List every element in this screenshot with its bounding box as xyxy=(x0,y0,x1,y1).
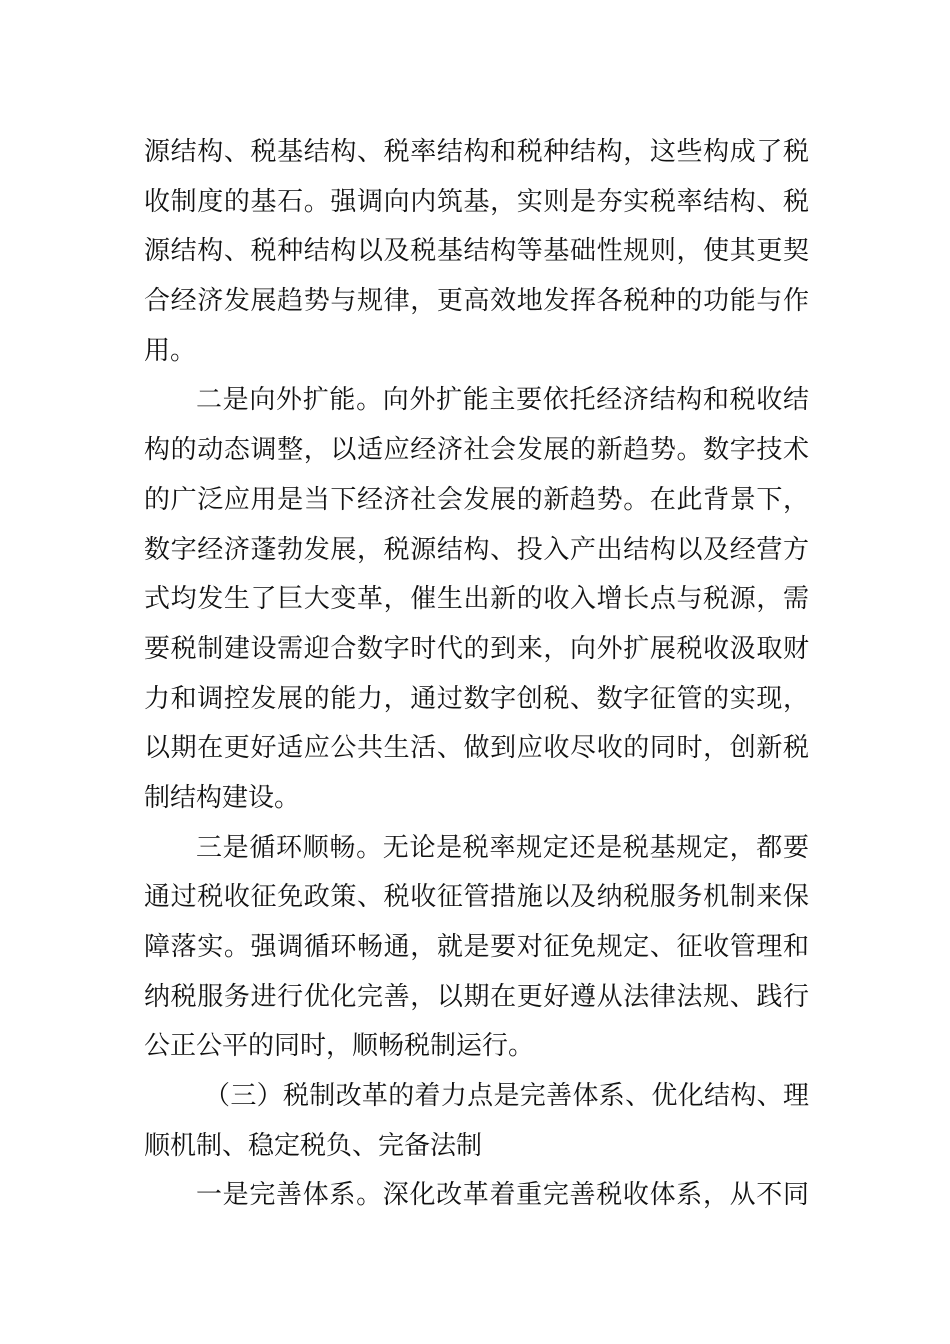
text-line: 用。 xyxy=(144,335,197,366)
text-line: 纳税服务进行优化完善，以期在更好遵从法律法规、践行 xyxy=(144,981,809,1012)
paragraph-start-line: 三是循环顺畅。无论是税率规定还是税基规定，都要 xyxy=(196,832,809,863)
text-line: 制结构建设。 xyxy=(144,782,301,813)
text-line: 合经济发展趋势与规律，更高效地发挥各税种的功能与作 xyxy=(144,286,809,317)
text-line: 力和调控发展的能力，通过数字创税、数字征管的实现， xyxy=(144,683,809,714)
text-line: 障落实。强调循环畅通，就是要对征免规定、征收管理和 xyxy=(144,932,809,962)
text-line: 数字经济蓬勃发展，税源结构、投入产出结构以及经营方 xyxy=(144,534,809,565)
text-line: 通过税收征免政策、税收征管措施以及纳税服务机制来保 xyxy=(144,882,809,913)
text-line: 的广泛应用是当下经济社会发展的新趋势。在此背景下， xyxy=(144,484,809,515)
paragraph-start-line: 二是向外扩能。向外扩能主要依托经济结构和税收结 xyxy=(196,385,809,416)
text-line: 源结构、税种结构以及税基结构等基础性规则，使其更契 xyxy=(144,236,809,267)
text-line: 构的动态调整，以适应经济社会发展的新趋势。数字技术 xyxy=(144,435,809,466)
text-line: 收制度的基石。强调向内筑基，实则是夯实税率结构、税 xyxy=(144,186,809,217)
text-line: 源结构、税基结构、税率结构和税种结构，这些构成了税 xyxy=(144,137,809,167)
body-text xyxy=(144,128,809,1221)
text-line: 以期在更好适应公共生活、做到应收尽收的同时，创新税 xyxy=(144,733,809,764)
section-heading-line: （三）税制改革的着力点是完善体系、优化结构、理 xyxy=(204,1081,809,1112)
text-line: 要税制建设需迎合数字时代的到来，向外扩展税收汲取财 xyxy=(144,633,809,664)
text-line: 公正公平的同时，顺畅税制运行。 xyxy=(144,1031,535,1062)
section-heading-line: 顺机制、稳定税负、完备法制 xyxy=(144,1130,483,1161)
text-line: 式均发生了巨大变革，催生出新的收入增长点与税源，需 xyxy=(144,584,809,615)
paragraph-start-line: 一是完善体系。深化改革着重完善税收体系，从不同 xyxy=(196,1180,809,1211)
